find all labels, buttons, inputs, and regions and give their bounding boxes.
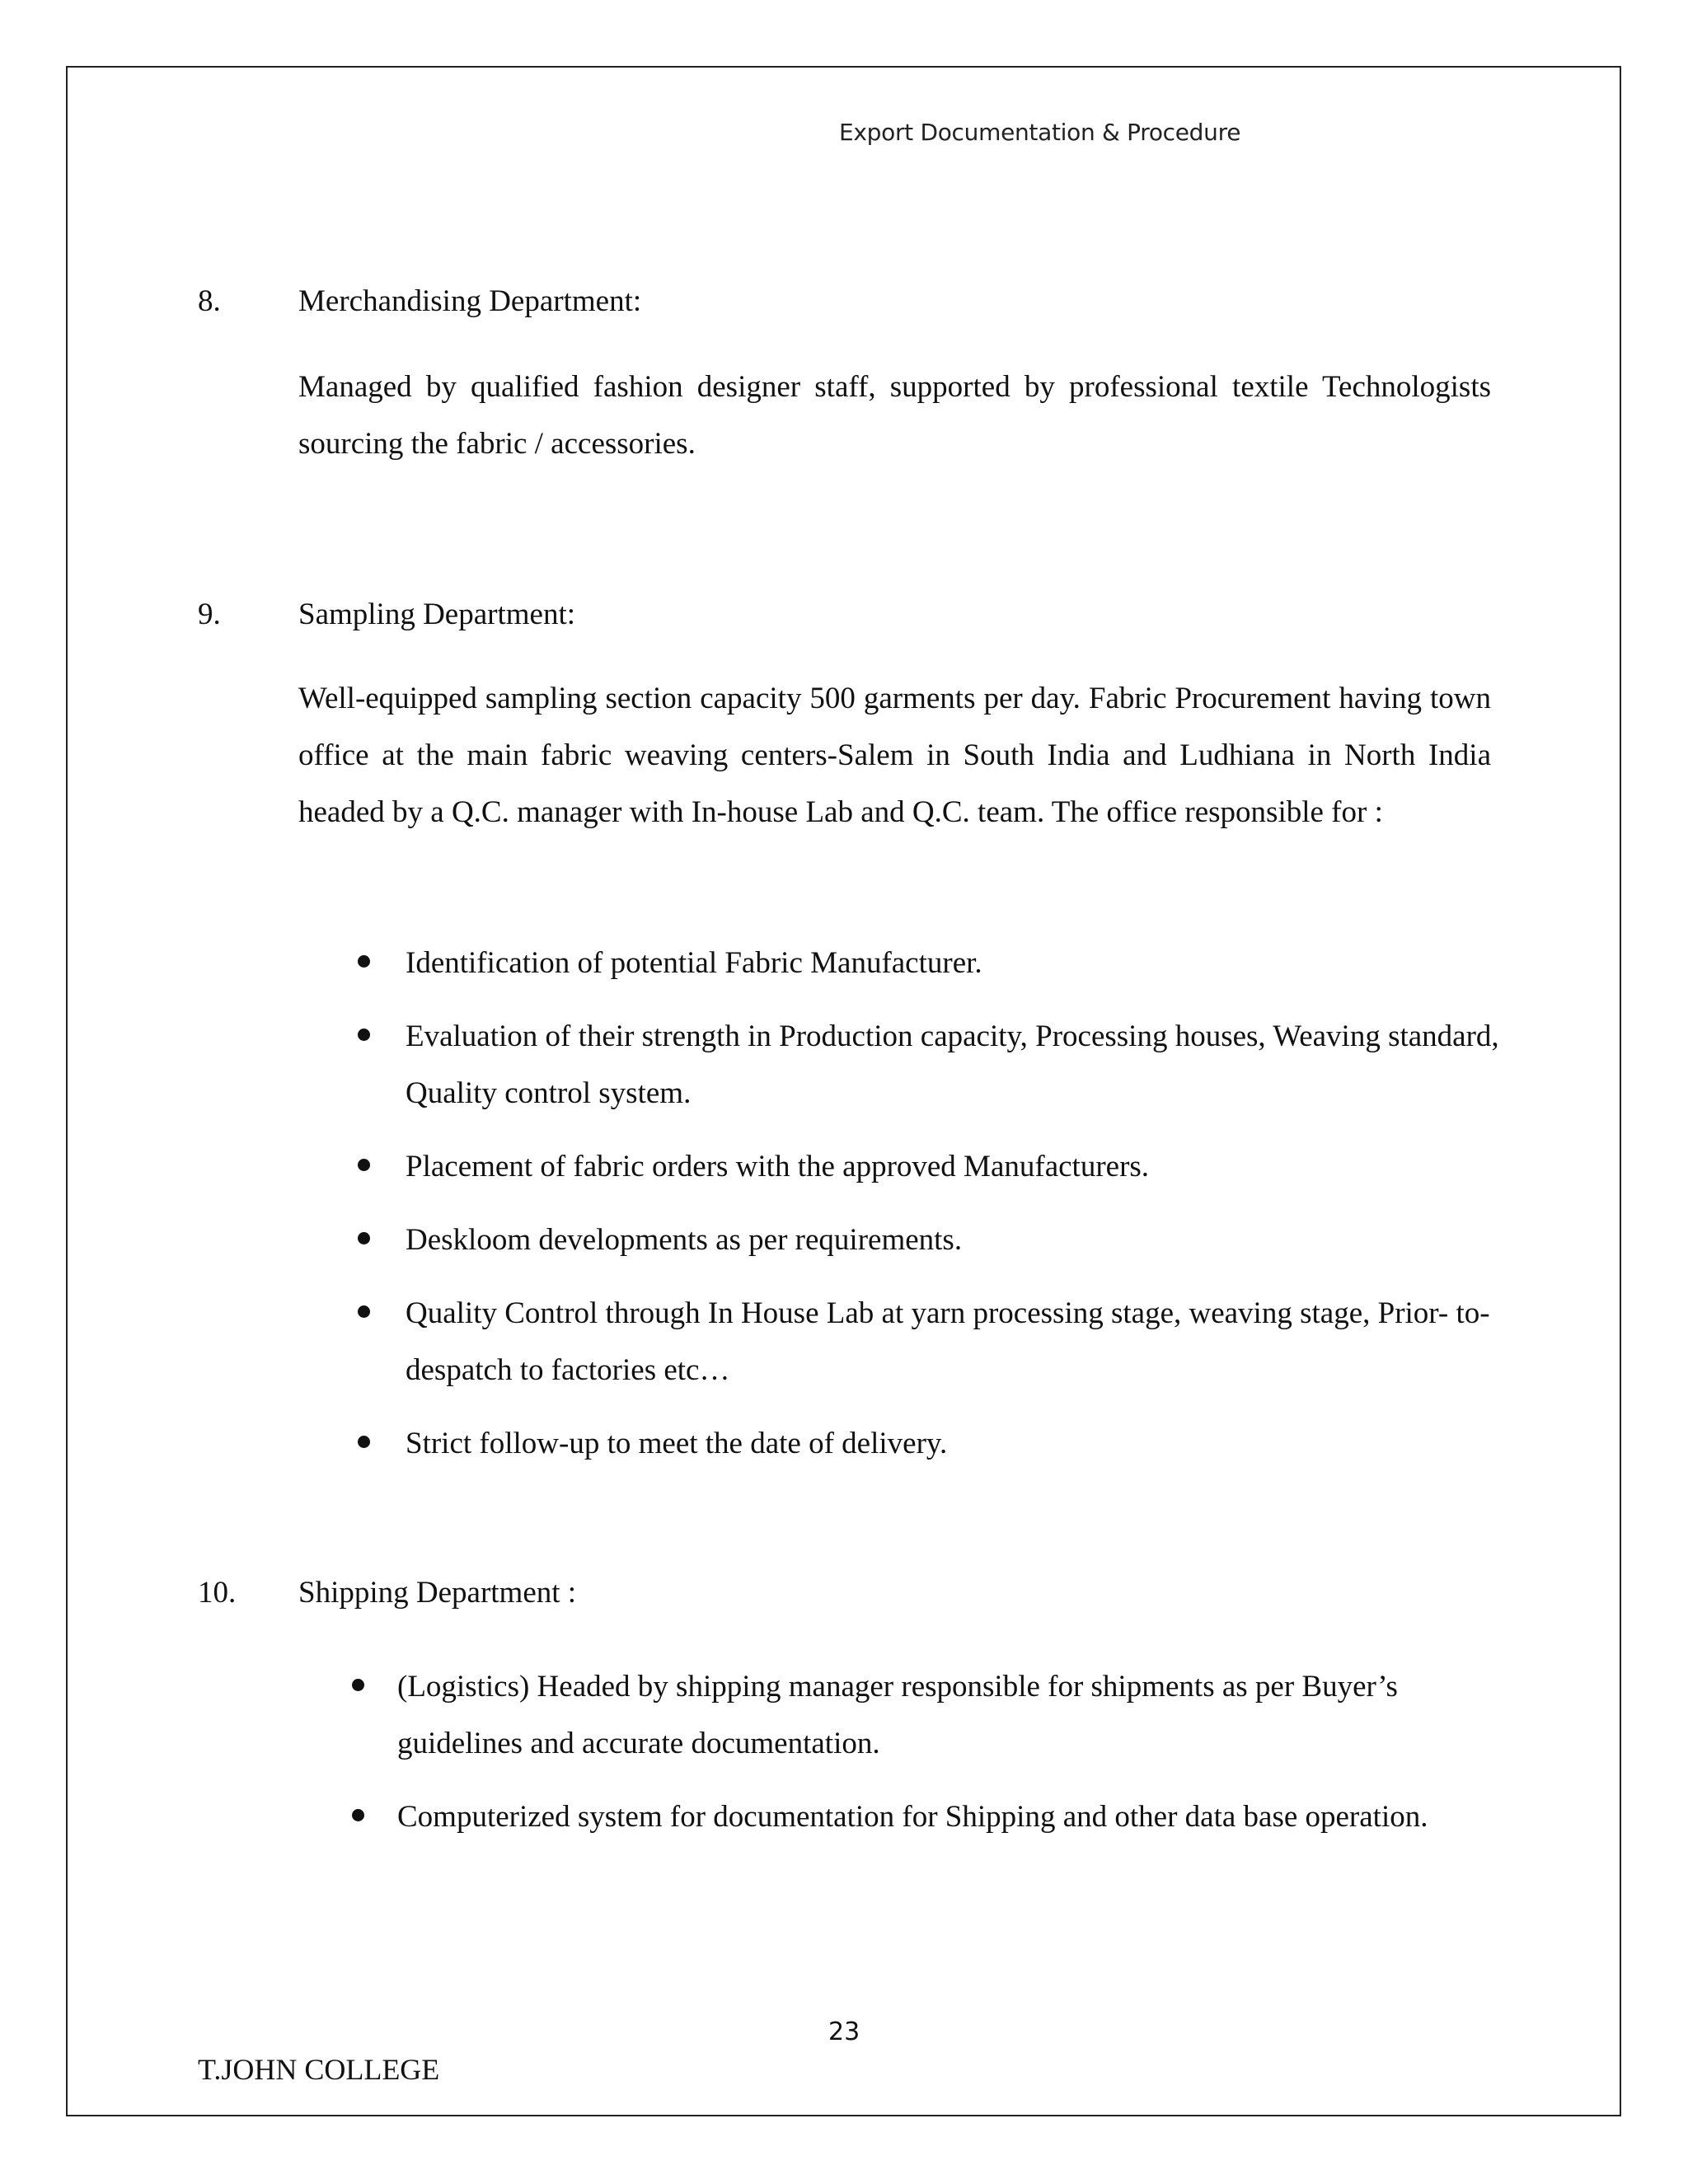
list-item — [397, 1658, 1493, 1772]
list-item-text: Evaluation of their strength in Production capacity, Processing houses, Weaving standard, Quality control system. — [406, 1019, 1499, 1110]
bullet-icon — [358, 1029, 370, 1041]
list-item — [406, 1138, 1502, 1195]
bullet-icon — [358, 955, 370, 968]
shipping-bullet-list — [397, 1658, 1493, 1862]
bullet-icon — [352, 1679, 364, 1691]
section-paragraph-merchandising: Managed by qualified fashion designer staff, supported by professional textile Technologists sourcing the fabric / accessories. — [298, 370, 1491, 461]
sampling-bullet-list — [406, 935, 1502, 1488]
list-item — [406, 1415, 1502, 1472]
list-item — [406, 1008, 1502, 1122]
list-item — [406, 935, 1502, 991]
list-item — [406, 1212, 1502, 1268]
footer-institution: T.JOHN COLLEGE — [198, 2053, 440, 2086]
section-number: 10. — [198, 1576, 237, 1610]
section-heading-merchandising — [198, 280, 641, 323]
section-title: Merchandising Department: — [298, 284, 642, 318]
running-header: Export Documentation & Procedure — [839, 119, 1241, 146]
list-item-text: Placement of fabric orders with the approved Manufacturers. — [406, 1150, 1150, 1183]
page-number: 23 — [828, 2018, 860, 2046]
bullet-icon — [352, 1809, 364, 1821]
section-title: Sampling Department: — [298, 598, 576, 631]
list-item — [406, 1285, 1502, 1399]
section-title: Shipping Department : — [298, 1576, 577, 1610]
section-paragraph-sampling: Well-equipped sampling section capacity 500 garments per day. Fabric Procurement having town office at the main fabric weaving centers-Salem in South India and Ludhiana in North India headed by a Q.C. manager with In-house Lab and Q.C. team. The office responsible for : — [298, 682, 1491, 829]
list-item-text: Identification of potential Fabric Manufacturer. — [406, 946, 982, 980]
bullet-icon — [358, 1436, 370, 1448]
section-number: 9. — [198, 598, 221, 631]
list-item — [397, 1788, 1493, 1845]
bullet-icon — [358, 1305, 370, 1318]
list-item-text: Quality Control through In House Lab at yarn processing stage, weaving stage, Prior- to- despatch to factories etc… — [406, 1296, 1490, 1387]
bullet-icon — [358, 1232, 370, 1244]
list-item-text: Strict follow-up to meet the date of delivery. — [406, 1427, 948, 1460]
bullet-icon — [358, 1159, 370, 1171]
list-item-text: Deskloom developments as per requirements. — [406, 1223, 963, 1257]
section-heading-shipping — [198, 1572, 576, 1615]
list-item-text: (Logistics) Headed by shipping manager responsible for shipments as per Buyer’s guidelines and accurate documentation. — [397, 1670, 1398, 1760]
list-item-text: Computerized system for documentation for Shipping and other data base operation. — [397, 1800, 1428, 1834]
section-number: 8. — [198, 284, 221, 318]
section-heading-sampling — [198, 593, 575, 636]
